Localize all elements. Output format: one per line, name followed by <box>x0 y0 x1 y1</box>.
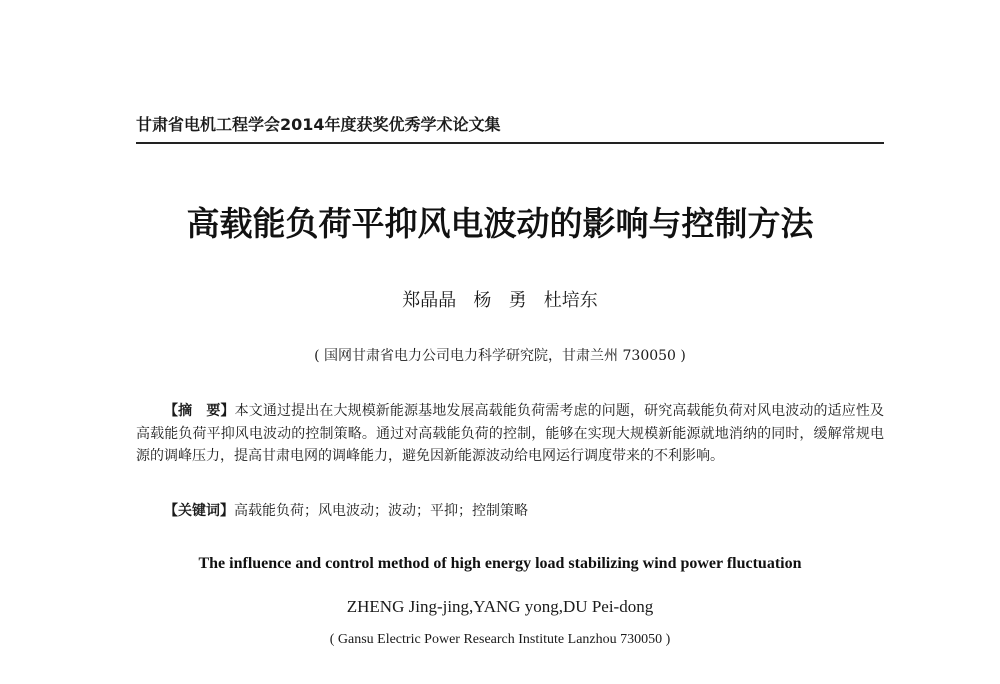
keywords-line <box>164 500 528 520</box>
paper-title-cn: 高载能负荷平抑风电波动的影响与控制方法 <box>186 204 814 243</box>
keywords-label: 【关键词】 <box>164 503 234 519</box>
running-header: 甘肃省电机工程学会2014年度获奖优秀学术论文集 <box>136 115 501 134</box>
abstract-paragraph <box>136 400 884 468</box>
authors-cn: 郑晶晶 杨 勇 杜培东 <box>402 290 598 311</box>
affiliation-en: ( Gansu Electric Power Research Institute Lanzhou 730050 ) <box>329 632 671 647</box>
paper-title-en: The influence and control method of high energy load stabilizing wind power fluctuation <box>198 555 802 572</box>
affiliation-cn: ( 国网甘肃省电力公司电力科学研究院，甘肃兰州 730050 ) <box>314 348 686 364</box>
authors-en: ZHENG Jing-jing,YANG yong,DU Pei-dong <box>346 597 654 616</box>
abstract-text: 本文通过提出在大规模新能源基地发展高载能负荷需考虑的问题，研究高载能负荷对风电波动的适应性及高载能负荷平抑风电波动的控制策略。通过对高载能负荷的控制，能够在实现大规模新能源就地消纳的同时，缓解常规电源的调峰压力，提高甘肃电网的调峰能力，避免因新能源波动给电网运行调度带来的不利影响。 <box>136 403 885 464</box>
keywords-text: 高载能负荷；风电波动；波动；平抑；控制策略 <box>234 503 528 519</box>
abstract-label: 【摘 要】 <box>164 403 235 419</box>
header-rule <box>136 142 884 144</box>
